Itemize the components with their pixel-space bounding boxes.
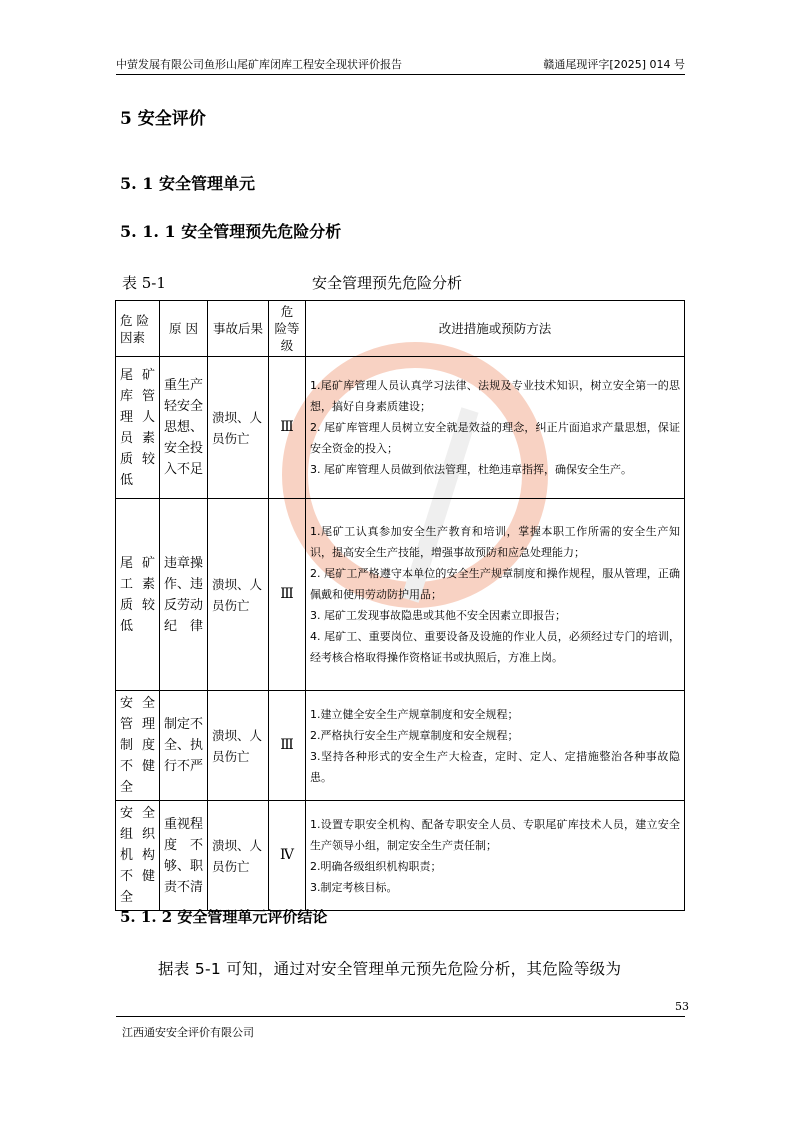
section-heading-5: 5 安全评价: [120, 109, 206, 129]
cell-factor: 安全组织机构不健全: [116, 801, 160, 911]
measure-item: 1.建立健全安全生产规章制度和安全规程；: [310, 707, 519, 721]
header-factor: 危 险因素: [116, 301, 160, 357]
body-paragraph: 据表 5-1 可知，通过对安全管理单元预先危险分析，其危险等级为: [158, 960, 622, 978]
measure-item: 2. 尾矿工严格遵守本单位的安全生产规章制度和操作规程，服从管理，正确佩戴和使用劳动防护用品；: [310, 567, 680, 601]
header-report-title: 中萤发展有限公司鱼形山尾矿库闭库工程安全现状评价报告: [116, 58, 402, 71]
cell-measures: [306, 691, 685, 801]
cell-level: Ⅲ: [269, 499, 306, 691]
measure-item: 3.制定考核目标。: [310, 880, 398, 894]
section-heading-5-1-2: 5. 1. 2 安全管理单元评价结论: [120, 908, 328, 926]
footer-company: 江西通安安全评价有限公司: [122, 1026, 254, 1039]
header-consequence: 事故后果: [208, 301, 269, 357]
risk-analysis-table: [115, 300, 685, 911]
table-row: [116, 691, 685, 801]
cell-cause: 制定不全、执行不严: [160, 691, 208, 801]
cell-level: Ⅳ: [269, 801, 306, 911]
measure-item: 1.尾矿工认真参加安全生产教育和培训，掌握本职工作所需的安全生产知识，提高安全生产技能，增强事故预防和应急处理能力；: [310, 525, 680, 559]
measure-item: 3. 尾矿工发现事故隐患或其他不安全因素立即报告；: [310, 609, 566, 622]
measure-item: 1.设置专职安全机构、配备专职安全人员、专职尾矿库技术人员，建立安全生产领导小组，制定安全生产责任制；: [310, 817, 680, 852]
cell-consequence: 溃坝、人员伤亡: [208, 357, 269, 499]
footer-divider: [116, 1016, 685, 1017]
table-row: [116, 357, 685, 499]
table-caption-number: 表 5-1: [122, 274, 166, 292]
header-report-number: 赣通尾现评字[2025] 014 号: [543, 58, 685, 71]
cell-consequence: 溃坝、人员伤亡: [208, 691, 269, 801]
cell-factor: 尾矿工素质较低: [116, 499, 160, 691]
table-row: [116, 801, 685, 911]
header-cause: 原 因: [160, 301, 208, 357]
header-level: 危 险等级: [269, 301, 306, 357]
cell-factor: 安全管理制度不健全: [116, 691, 160, 801]
measure-item: 4. 尾矿工、重要岗位、重要设备及设施的作业人员，必须经过专门的培训，经考核合格取得操作资格证书或执照后，方准上岗。: [310, 630, 680, 664]
cell-consequence: 溃坝、人员伤亡: [208, 801, 269, 911]
measure-item: 2. 尾矿库管理人员树立安全就是效益的理念，纠正片面追求产量思想，保证安全资金的投入；: [310, 421, 680, 455]
measure-item: 2.严格执行安全生产规章制度和安全规程；: [310, 728, 519, 742]
page-header: [116, 56, 685, 75]
cell-measures: [306, 499, 685, 691]
measure-item: 2.明确各级组织机构职责；: [310, 859, 442, 873]
cell-level: Ⅲ: [269, 691, 306, 801]
cell-consequence: 溃坝、人员伤亡: [208, 499, 269, 691]
measure-item: 1.尾矿库管理人员认真学习法律、法规及专业技术知识，树立安全第一的思想，搞好自身素质建设；: [310, 379, 680, 413]
table-row: [116, 499, 685, 691]
cell-level: Ⅲ: [269, 357, 306, 499]
table-header-row: [116, 301, 685, 357]
cell-factor: 尾矿库管理人员素质较低: [116, 357, 160, 499]
cell-measures: [306, 801, 685, 911]
measure-item: 3.坚持各种形式的安全生产大检查，定时、定人、定措施整治各种事故隐患。: [310, 749, 680, 784]
header-measures: 改进措施或预防方法: [306, 301, 685, 357]
page-number: 53: [675, 1000, 689, 1013]
section-heading-5-1: 5. 1 安全管理单元: [120, 174, 255, 193]
cell-cause: 重生产轻安全思想、安全投入不足: [160, 357, 208, 499]
table-caption-title: 安全管理预先危险分析: [312, 274, 463, 292]
cell-cause: 重视程度不够、职责不清: [160, 801, 208, 911]
section-heading-5-1-1: 5. 1. 1 安全管理预先危险分析: [120, 222, 342, 241]
cell-cause: 违章操作、违反劳动纪律: [160, 499, 208, 691]
cell-measures: [306, 357, 685, 499]
measure-item: 3. 尾矿库管理人员做到依法管理，杜绝违章指挥，确保安全生产。: [310, 463, 632, 476]
